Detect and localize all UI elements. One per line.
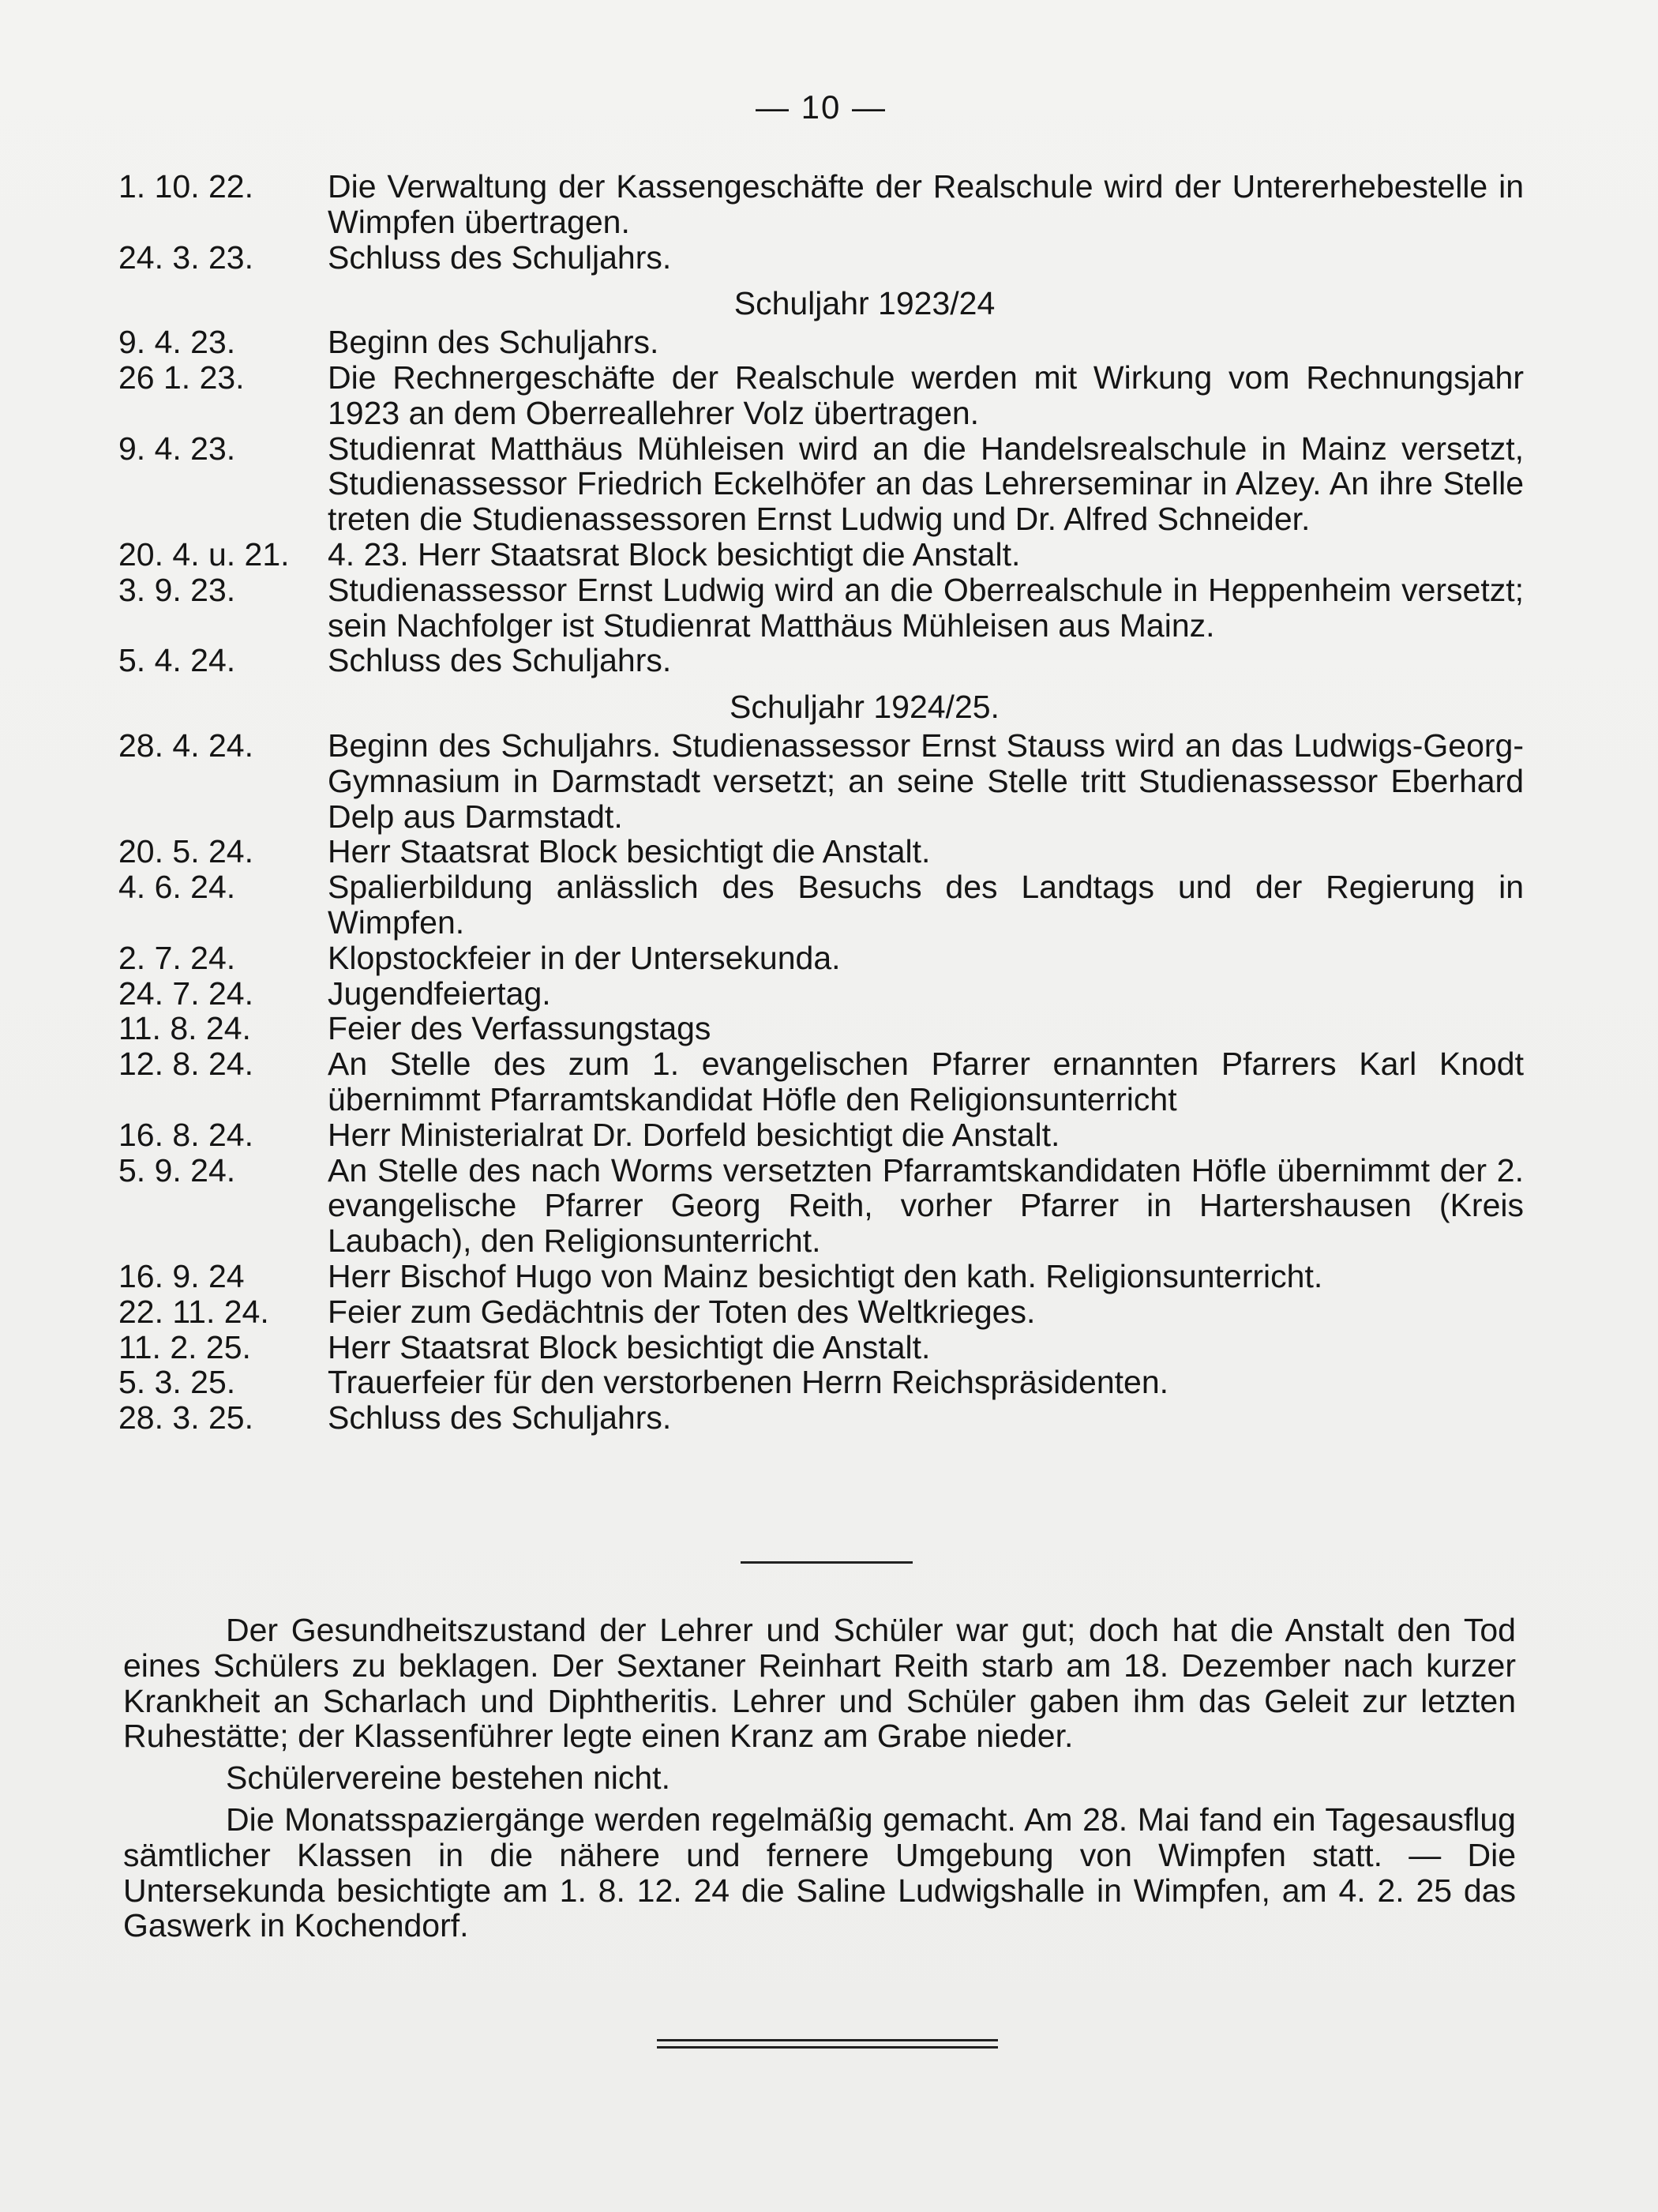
entry-text: Feier zum Gedächtnis der Toten des Weltkrieges. bbox=[328, 1293, 1036, 1330]
school-year-heading: Schuljahr 1924/25. bbox=[730, 689, 1000, 726]
chronicle-entry bbox=[118, 1365, 1524, 1400]
entry-date: 16. 8. 24. bbox=[118, 1116, 253, 1153]
entry-text: Trauerfeier für den verstorbenen Herrn Reichspräsidenten. bbox=[328, 1364, 1169, 1401]
entry-text: An Stelle des zum 1. evangelischen Pfarrer ernannten Pfarrers Karl Knodt übernimmt Pfarramtskandidat Höfle den Religionsunterricht bbox=[328, 1046, 1524, 1117]
entry-text: Beginn des Schuljahrs. Studienassessor Ernst Stauss wird an das Ludwigs-Georg-Gymnasium in Darmstadt versetzt; an seine Stelle tritt Studienassessor Eberhard Delp aus Darmstadt. bbox=[328, 727, 1524, 835]
entry-date: 9. 4. 23. bbox=[118, 430, 236, 467]
entry-text: Beginn des Schuljahrs. bbox=[328, 324, 659, 361]
chronicle-entry bbox=[118, 834, 1524, 869]
entry-text: Die Verwaltung der Kassengeschäfte der Realschule wird der Untererhebestelle in Wimpfen übertragen. bbox=[328, 168, 1524, 240]
entry-text: Studienrat Matthäus Mühleisen wird an die Handelsrealschule in Mainz versetzt, Studienassessor Friedrich Eckelhöfer an das Lehrerseminar in Alzey. An ihre Stelle treten die Studienassessoren Ernst Ludwig und Dr. Alfred Schneider. bbox=[328, 430, 1524, 538]
health-paragraph: Der Gesundheitszustand der Lehrer und Schüler war gut; doch hat die Anstalt den Tod eines Schülers zu beklagen. Der Sextaner Reinhart Reith starb am 18. Dezember nach kurzer Krankheit an Scharlach und Diphtheritis. Lehrer und Schüler gaben ihm das Geleit zur letzten Ruhestätte; der Klassenführer legte einen Kranz am Grabe nieder. bbox=[123, 1612, 1516, 1755]
entry-date: 4. 6. 24. bbox=[118, 869, 236, 906]
entry-text: Herr Bischof Hugo von Mainz besichtigt den kath. Religionsunterricht. bbox=[328, 1257, 1323, 1294]
chronicle-entry bbox=[118, 169, 1524, 240]
entry-text: Jugendfeiertag. bbox=[328, 975, 551, 1012]
entry-date: 11. 2. 25. bbox=[118, 1328, 251, 1365]
entry-date: 5. 4. 24. bbox=[118, 642, 236, 679]
entry-text: Spalierbildung anlässlich des Besuchs des Landtags und der Regierung in Wimpfen. bbox=[328, 869, 1524, 941]
entry-date: 5. 3. 25. bbox=[118, 1364, 236, 1401]
entry-date: 1. 10. 22. bbox=[118, 168, 253, 205]
chronicle-entry bbox=[118, 728, 1524, 834]
page-number: — 10 — bbox=[755, 88, 887, 126]
chronicle-entry bbox=[118, 1259, 1524, 1294]
entry-date: 20. 4. u. 21. bbox=[118, 535, 290, 573]
school-year-heading: Schuljahr 1923/24 bbox=[733, 285, 996, 322]
chronicle-entry bbox=[118, 1330, 1524, 1365]
entry-date: 22. 11. 24. bbox=[118, 1293, 269, 1330]
entry-text: Herr Staatsrat Block besichtigt die Anstalt. bbox=[328, 1328, 931, 1365]
chronicle-entry bbox=[118, 1400, 1524, 1436]
chronicle-entry bbox=[118, 360, 1524, 431]
clubs-paragraph: Schülervereine bestehen nicht. bbox=[226, 1759, 670, 1797]
excursions-paragraph: Die Monatsspaziergänge werden regelmäßig gemacht. Am 28. Mai fand ein Tagesausflug sämtlicher Klassen in die nähere und fernere Umgebung von Wimpfen statt. — Die Untersekunda besichtigte am 1. 8. 12. 24 die Saline Ludwigshalle in Wimpfen, am 4. 2. 25 das Gaswerk in Kochendorf. bbox=[123, 1801, 1516, 1944]
chronicle-entry bbox=[118, 537, 1524, 573]
entry-text: Feier des Verfassungstags bbox=[328, 1010, 711, 1047]
chronicle-entry bbox=[118, 1117, 1524, 1153]
entry-text: Studienassessor Ernst Ludwig wird an die Oberrealschule in Heppenheim versetzt; sein Nachfolger ist Studienrat Matthäus Mühleisen aus Mainz. bbox=[328, 571, 1524, 644]
entry-text: 4. 23. Herr Staatsrat Block besichtigt die Anstalt. bbox=[328, 535, 1021, 573]
school-report bbox=[123, 1613, 1516, 1950]
entry-text: Schluss des Schuljahrs. bbox=[328, 642, 672, 679]
end-double-rule bbox=[657, 2039, 998, 2049]
chronicle-entry bbox=[118, 1153, 1524, 1259]
entry-date: 28. 3. 25. bbox=[118, 1399, 253, 1436]
entry-text: Die Rechnergeschäfte der Realschule werden mit Wirkung vom Rechnungsjahr 1923 an dem Oberreallehrer Volz übertragen. bbox=[328, 359, 1524, 431]
entry-date: 2. 7. 24. bbox=[118, 939, 236, 976]
chronicle-entry bbox=[118, 941, 1524, 976]
entry-text: Herr Ministerialrat Dr. Dorfeld besichtigt die Anstalt. bbox=[328, 1116, 1060, 1153]
entry-text: Schluss des Schuljahrs. bbox=[328, 238, 672, 276]
entry-date: 9. 4. 23. bbox=[118, 324, 236, 361]
section-divider bbox=[741, 1561, 913, 1564]
entry-date: 16. 9. 24 bbox=[118, 1257, 245, 1294]
chronicle-entry bbox=[118, 1046, 1524, 1117]
entry-date: 26 1. 23. bbox=[118, 359, 245, 396]
entry-date: 11. 8. 24. bbox=[118, 1010, 251, 1047]
entry-text: Klopstockfeier in der Untersekunda. bbox=[328, 939, 841, 976]
entry-text: An Stelle des nach Worms versetzten Pfarramtskandidaten Höfle übernimmt der 2. evangelische Pfarrer Georg Reith, vorher Pfarrer in Hartershausen (Kreis Laubach), den Religionsunterricht. bbox=[328, 1151, 1524, 1260]
entry-text: Schluss des Schuljahrs. bbox=[328, 1399, 672, 1436]
chronicle-entry bbox=[118, 643, 1524, 678]
entry-date: 24. 3. 23. bbox=[118, 238, 253, 276]
entry-date: 20. 5. 24. bbox=[118, 833, 253, 870]
chronicle-entry bbox=[118, 1294, 1524, 1330]
entry-date: 3. 9. 23. bbox=[118, 571, 236, 608]
school-chronicle bbox=[118, 169, 1524, 1436]
entry-date: 28. 4. 24. bbox=[118, 727, 253, 764]
chronicle-entry bbox=[118, 573, 1524, 644]
chronicle-entry bbox=[118, 431, 1524, 537]
chronicle-entry bbox=[118, 869, 1524, 941]
entry-date: 5. 9. 24. bbox=[118, 1151, 236, 1189]
entry-date: 12. 8. 24. bbox=[118, 1046, 253, 1083]
chronicle-entry bbox=[118, 325, 1524, 360]
chronicle-entry bbox=[118, 976, 1524, 1012]
entry-text: Herr Staatsrat Block besichtigt die Anstalt. bbox=[328, 833, 931, 870]
entry-date: 24. 7. 24. bbox=[118, 975, 253, 1012]
chronicle-entry bbox=[118, 1011, 1524, 1046]
chronicle-entry bbox=[118, 240, 1524, 276]
